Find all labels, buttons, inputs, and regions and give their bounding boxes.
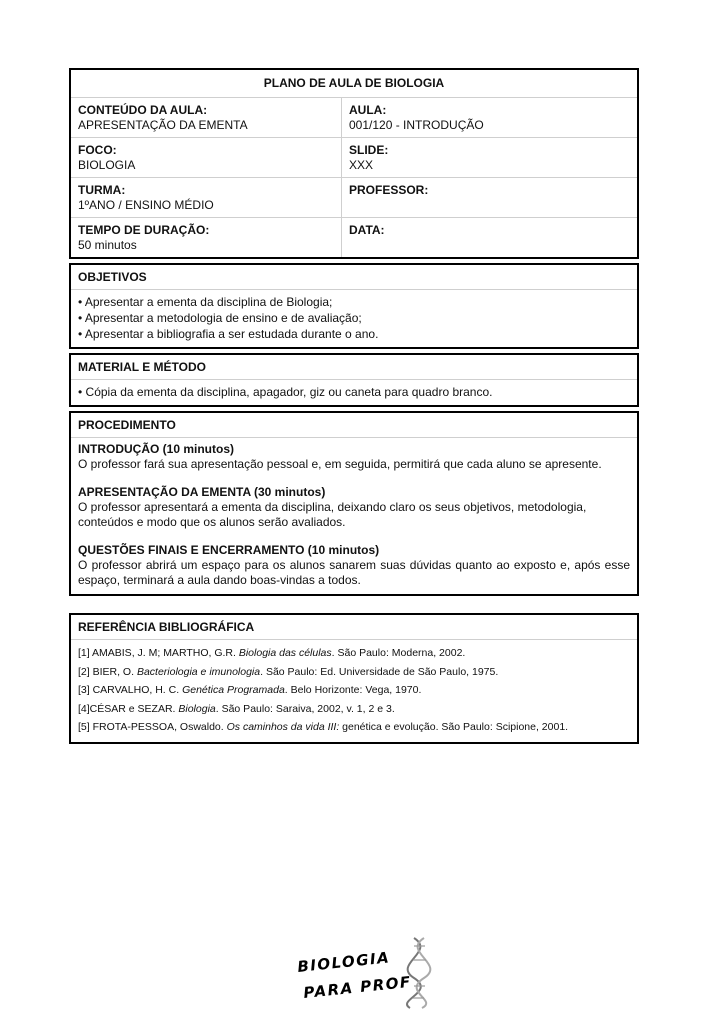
logo-svg [296,934,440,1010]
procedure-text-syllabus: O professor apresentará a ementa da disciplina, deixando claro os seus objetivos, metodologia, conteúdos e modo que os alunos serão avaliados. [78,500,587,529]
focus-value: BIOLOGIA [78,158,136,172]
header-row-duration [71,217,637,257]
document-title: PLANO DE AULA DE BIOLOGIA [263,76,445,90]
procedure-heading-closing: QUESTÕES FINAIS E ENCERRAMENTO (10 minutos) [78,543,380,557]
date-cell [342,218,637,257]
procedure-heading-syllabus: APRESENTAÇÃO DA EMENTA (30 minutos) [78,485,326,499]
list-item: • Apresentar a ementa da disciplina de Biologia; [78,295,333,309]
teacher-cell [342,178,637,217]
procedure-section [69,411,639,596]
lesson-plan-header [69,68,639,259]
duration-cell [71,218,342,257]
logo-line-1: BIOLOGIA [296,948,391,976]
reference-item: [1] AMABIS, J. M; MARTHO, G.R. Biologia das células. São Paulo: Moderna, 2002. [78,647,466,659]
header-row-class [71,177,637,217]
objectives-list [71,289,637,347]
date-label: DATA: [349,223,385,237]
slide-cell [342,138,637,177]
logo-line-2: PARA PROF [302,972,413,1002]
lesson-label: AULA: [349,103,387,117]
list-item: • Apresentar a metodologia de ensino e de avaliação; [78,311,362,325]
procedure-body [71,437,637,594]
class-label: TURMA: [78,183,126,197]
reference-item: [5] FROTA-PESSOA, Oswaldo. Os caminhos da vida III: genética e evolução. São Paulo: Scipione, 2001. [78,721,569,733]
biologia-para-prof-logo [296,934,440,1010]
procedure-heading-intro: INTRODUÇÃO (10 minutos) [78,442,234,456]
references-title: REFERÊNCIA BIBLIOGRÁFICA [78,620,255,634]
procedure-text-intro: O professor fará sua apresentação pessoal e, em seguida, permitirá que cada aluno se apresente. [78,457,602,471]
slide-label: SLIDE: [349,143,389,157]
header-row-focus [71,137,637,177]
class-value: 1ºANO / ENSINO MÉDIO [78,198,214,212]
procedure-title: PROCEDIMENTO [78,418,176,432]
focus-cell [71,138,342,177]
duration-value: 50 minutos [78,238,137,252]
references-list [71,639,637,742]
content-value: APRESENTAÇÃO DA EMENTA [78,118,248,132]
teacher-label: PROFESSOR: [349,183,429,197]
reference-item: [3] CARVALHO, H. C. Genética Programada. Belo Horizonte: Vega, 1970. [78,684,422,696]
list-item: • Cópia da ementa da disciplina, apagador, giz ou caneta para quadro branco. [78,385,493,399]
class-cell [71,178,342,217]
objectives-section [69,263,639,349]
reference-item: [4]CÉSAR e SEZAR. Biologia. São Paulo: Saraiva, 2002, v. 1, 2 e 3. [78,702,395,715]
lesson-value: 001/120 - INTRODUÇÃO [349,118,484,132]
slide-value: XXX [349,158,374,172]
materials-section [69,353,639,407]
reference-item: [2] BIER, O. Bacteriologia e imunologia. São Paulo: Ed. Universidade de São Paulo, 1975. [78,665,499,678]
materials-list [71,379,637,405]
references-section [69,613,639,744]
objectives-title: OBJETIVOS [78,270,147,284]
focus-label: FOCO: [78,143,117,157]
content-label: CONTEÚDO DA AULA: [78,103,208,117]
lesson-cell [342,98,637,137]
procedure-text-closing: O professor abrirá um espaço para os alunos sanarem suas dúvidas quanto ao exposto e, após esse espaço, terminará a aula dando boas-vindas a todos. [78,558,630,587]
duration-label: TEMPO DE DURAÇÃO: [78,223,210,237]
content-cell [71,98,342,137]
list-item: • Apresentar a bibliografia a ser estudada durante o ano. [78,327,379,341]
materials-title: MATERIAL E MÉTODO [78,360,207,374]
header-row-content [71,97,637,137]
